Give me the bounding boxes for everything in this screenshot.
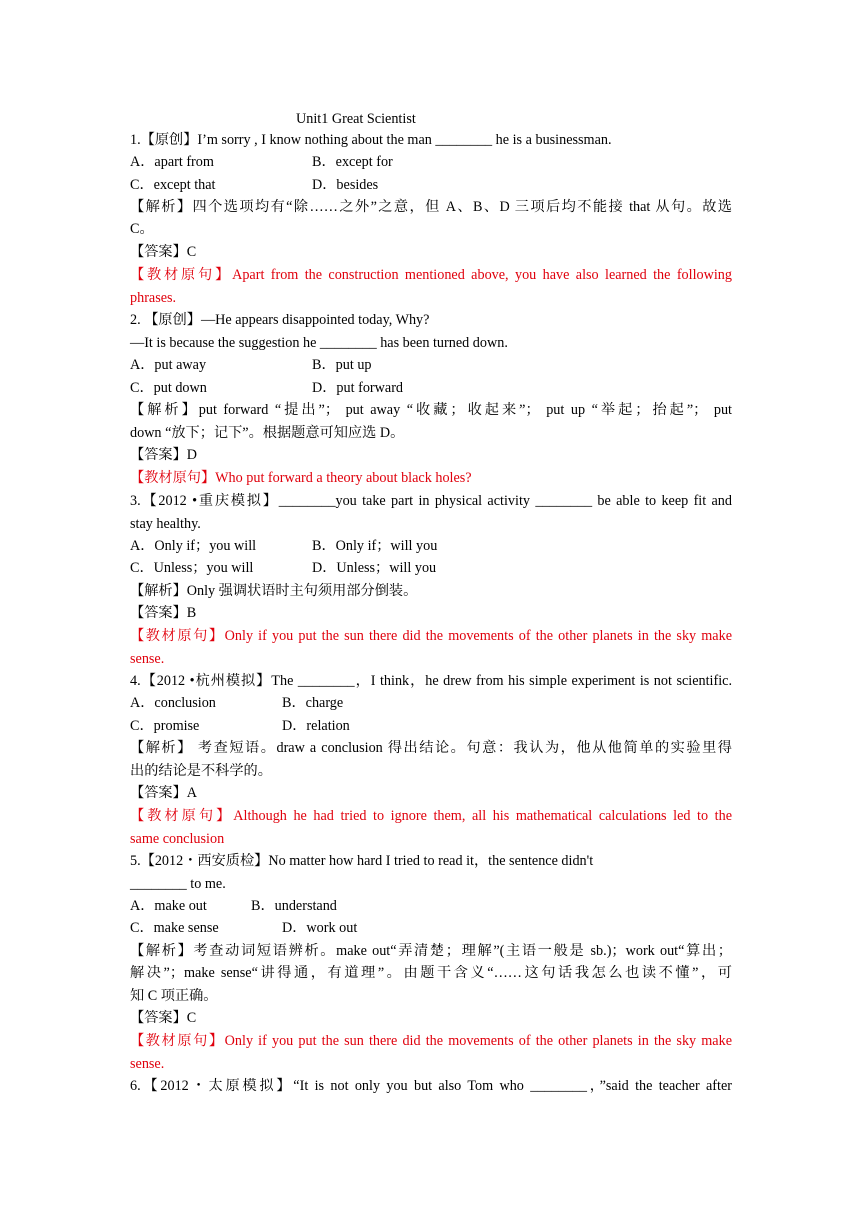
question-3-options-cd xyxy=(130,557,732,579)
question-5-stem: 5.【2012・西安质检】No matter how hard I tried to read it，the sentence didn't xyxy=(130,853,594,869)
question-2-analysis: 【解析】put forward “提出”； put away “收藏；收起来”； put up “举起；抬起”； put xyxy=(130,402,732,418)
question-5-stem-cont: ________ to me. xyxy=(130,876,226,892)
option-b: B．except for xyxy=(312,154,393,170)
question-2-stem: 2. 【原创】—He appears disappointed today, Why? xyxy=(130,312,430,328)
question-3-answer: 【答案】B xyxy=(130,605,197,621)
option-a: A．put away xyxy=(130,357,207,373)
question-4-textbook-sentence-cont: same conclusion xyxy=(130,831,225,847)
question-3-options-ab xyxy=(130,535,732,557)
question-4-answer: 【答案】A xyxy=(130,785,197,801)
question-2-stem-cont: —It is because the suggestion he ________ has been turned down. xyxy=(130,335,508,351)
option-c: C．make sense xyxy=(130,920,219,936)
option-b: B．put up xyxy=(312,357,372,373)
option-a: A．conclusion xyxy=(130,695,216,711)
question-2-textbook-sentence: 【教材原句】Who put forward a theory about black holes? xyxy=(130,470,472,486)
question-3-stem: 3.【2012 •重庆模拟】________you take part in physical activity ________ be able to keep fit and xyxy=(130,493,732,509)
option-a: A．Only if；you will xyxy=(130,538,257,554)
question-3-textbook-sentence-cont: sense. xyxy=(130,651,165,667)
option-b: B．understand xyxy=(251,898,337,914)
question-4-options-ab xyxy=(130,692,732,714)
question-1-answer: 【答案】C xyxy=(130,244,197,260)
question-6-stem: 6.【2012・太原模拟】“It is not only you but also Tom who ________，”said the teacher after xyxy=(130,1078,732,1094)
question-4-textbook-sentence: 【教材原句】Although he had tried to ignore them, all his mathematical calculations led to the xyxy=(130,808,732,824)
option-b: B．Only if；will you xyxy=(312,538,438,554)
option-d: D．put forward xyxy=(312,380,404,396)
question-3-textbook-sentence: 【教材原句】Only if you put the sun there did the movements of the other planets in the sky make xyxy=(130,628,732,644)
option-d: D．relation xyxy=(282,718,350,734)
option-d: D．work out xyxy=(282,920,358,936)
question-5-analysis: 【解析】考查动词短语辨析。make out“弄清楚；理解”(主语一般是 sb.)；work out“算出； xyxy=(130,943,732,959)
option-c: C．promise xyxy=(130,718,200,734)
question-5-analysis-cont-2: 知 C 项正确。 xyxy=(130,988,218,1004)
question-1-analysis-cont: C。 xyxy=(130,221,154,237)
option-c: C．except that xyxy=(130,177,216,193)
question-5-options-cd xyxy=(130,917,732,939)
question-1-stem: 1.【原创】I’m sorry , I know nothing about the man ________ he is a businessman. xyxy=(130,132,612,148)
option-d: D．besides xyxy=(312,177,379,193)
option-a: A．make out xyxy=(130,898,207,914)
question-5-answer: 【答案】C xyxy=(130,1010,197,1026)
question-2-options-ab xyxy=(130,354,732,376)
question-5-options-ab xyxy=(130,895,732,917)
page-title: Unit1 Great Scientist xyxy=(296,111,416,127)
question-5-textbook-sentence-cont: sense. xyxy=(130,1056,165,1072)
option-d: D．Unless；will you xyxy=(312,560,437,576)
question-5-textbook-sentence: 【教材原句】Only if you put the sun there did the movements of the other planets in the sky make xyxy=(130,1033,732,1049)
question-4-options-cd xyxy=(130,715,732,737)
question-4-analysis: 【解析】 考查短语。draw a conclusion 得出结论。句意：我认为，他从他简单的实验里得 xyxy=(130,740,732,756)
option-c: C．put down xyxy=(130,380,207,396)
question-2-answer: 【答案】D xyxy=(130,447,197,463)
question-1-textbook-sentence: 【教材原句】Apart from the construction mentioned above, you have also learned the following xyxy=(130,267,732,283)
question-5-analysis-cont: 解决”；make sense“讲得通，有道理”。由题干含义“……这句话我怎么也读不懂”，可 xyxy=(130,965,732,981)
option-b: B．charge xyxy=(282,695,344,711)
option-c: C．Unless；you will xyxy=(130,560,254,576)
question-4-analysis-cont: 出的结论是不科学的。 xyxy=(130,763,272,779)
option-a: A．apart from xyxy=(130,154,214,170)
question-2-options-cd xyxy=(130,377,732,399)
question-1-options-ab xyxy=(130,151,732,173)
question-1-textbook-sentence-cont: phrases. xyxy=(130,290,177,306)
question-4-stem: 4.【2012 •杭州模拟】The ________，I think，he drew from his simple experiment is not scientific. xyxy=(130,673,732,689)
question-1-options-cd xyxy=(130,174,732,196)
question-3-analysis: 【解析】Only 强调状语时主句须用部分倒装。 xyxy=(130,583,418,599)
question-1-analysis: 【解析】四个选项均有“除……之外”之意，但 A、B、D 三项后均不能接 that 从句。故选 xyxy=(130,199,732,215)
question-2-analysis-cont: down “放下；记下”。根据题意可知应选 D。 xyxy=(130,425,405,441)
question-3-stem-cont: stay healthy. xyxy=(130,516,201,532)
